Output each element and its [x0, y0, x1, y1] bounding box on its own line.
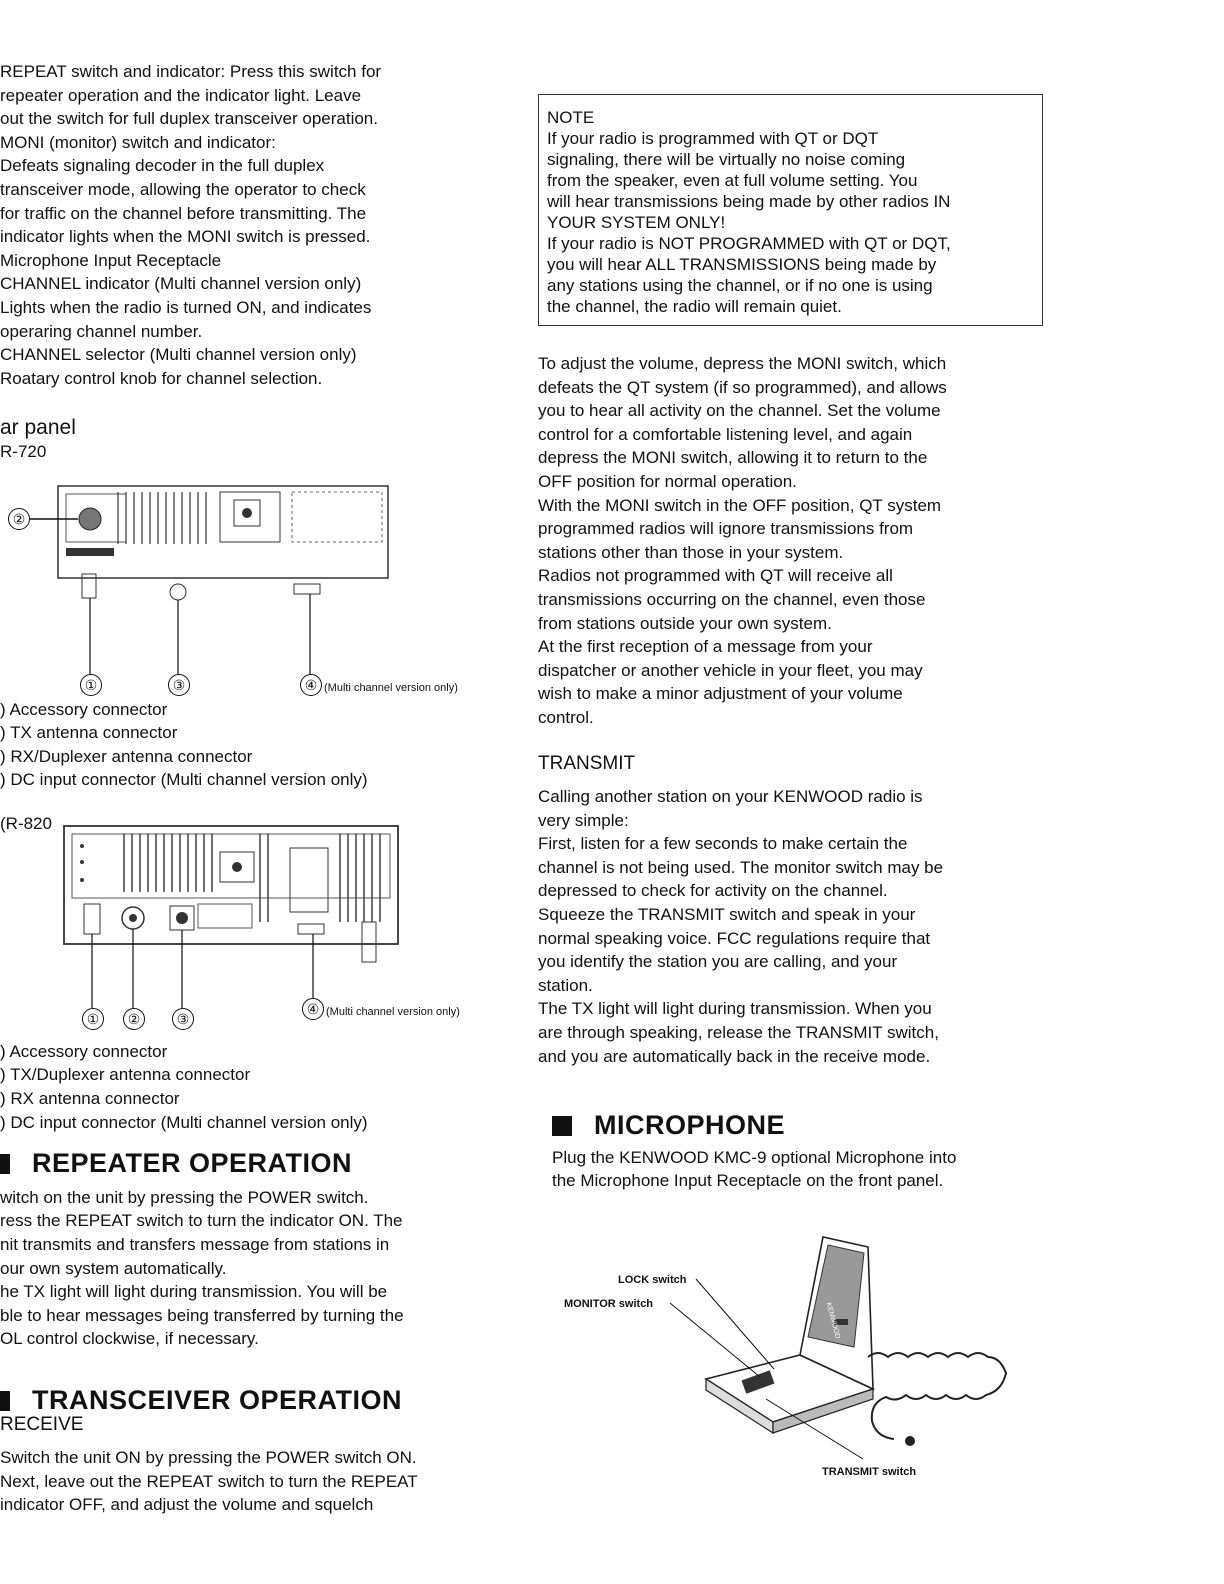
transmit-line: Squeeze the TRANSMIT switch and speak in your: [538, 905, 916, 925]
callout-2: ②: [8, 508, 30, 530]
note-line: will hear transmissions being made by other radios IN: [547, 192, 951, 211]
volume-line: transmissions occurring on the channel, even those: [538, 589, 926, 609]
volume-line: With the MONI switch in the OFF position, QT system: [538, 495, 942, 515]
repeater-operation-heading: REPEATER OPERATION: [0, 1152, 495, 1176]
note-line: from the speaker, even at full volume setting. You: [547, 171, 918, 190]
list-item: Lights when the radio is turned ON, and indicates: [0, 297, 372, 317]
legend-item: ) DC input connector (Multi channel version only): [0, 1112, 368, 1132]
transmit-line: are through speaking, release the TRANSMIT switch,: [538, 1023, 939, 1043]
legend-item: ) TX antenna connector: [0, 723, 178, 743]
legend-item: ) DC input connector (Multi channel version only): [0, 770, 368, 790]
list-item: indicator lights when the MONI switch is pressed.: [0, 227, 371, 247]
volume-line: you to hear all activity on the channel. Set the volume: [538, 401, 941, 421]
legend-item: ) Accessory connector: [0, 699, 168, 719]
rear-panel-title: ar panel: [0, 416, 76, 440]
repeater-line: he TX light will light during transmission. You will be: [0, 1282, 388, 1302]
desk-microphone-illustration: [538, 1227, 1043, 1487]
receive-line: Switch the unit ON by pressing the POWER switch ON.: [0, 1448, 417, 1468]
kenwood-brand-label: KENWOOD: [824, 1301, 841, 1340]
list-item: Microphone Input Receptacle: [0, 250, 222, 270]
volume-line: programmed radios will ignore transmissions from: [538, 519, 914, 539]
list-item: CHANNEL indicator (Multi channel version only): [0, 274, 362, 294]
note-title: NOTE: [547, 108, 595, 127]
volume-line: wish to make a minor adjustment of your volume: [538, 684, 903, 704]
microphone-line: the Microphone Input Receptacle on the front panel.: [552, 1171, 944, 1191]
heading-bullet: [0, 1154, 10, 1174]
rear-panel-model-820: (R-820: [0, 813, 52, 833]
list-item: Defeats signaling decoder in the full duplex: [0, 156, 325, 176]
callout-4-note: (Multi channel version only): [326, 1005, 460, 1018]
legend-item: ) RX antenna connector: [0, 1089, 180, 1109]
list-item: repeater operation and the indicator light. Leave: [0, 85, 362, 105]
transmit-line: you identify the station you are calling, and your: [538, 952, 898, 972]
legend-item: ) Accessory connector: [0, 1041, 168, 1061]
transmit-subheading: TRANSMIT: [538, 752, 636, 774]
control-list: [0, 60, 495, 390]
rear-panel-diagram-820: [0, 812, 495, 1032]
note-box: [538, 94, 1043, 326]
callout-2: ②: [123, 1008, 145, 1030]
microphone-heading: MICROPHONE: [552, 1114, 1043, 1138]
callout-4: ④: [302, 998, 324, 1020]
repeater-line: nit transmits and transfers message from stations in: [0, 1235, 390, 1255]
volume-line: depress the MONI switch, allowing it to return to the: [538, 448, 928, 468]
volume-line: control.: [538, 707, 594, 727]
rear-panel-model-720: R-720: [0, 441, 47, 461]
repeater-line: ble to hear messages being transferred by turning the: [0, 1305, 404, 1325]
rear-panel-diagram-720: [0, 464, 495, 694]
note-line: any stations using the channel, or if no one is using: [547, 276, 933, 295]
note-line: you will hear ALL TRANSMISSIONS being made by: [547, 255, 937, 274]
list-item: for traffic on the channel before transmitting. The: [0, 203, 367, 223]
volume-line: dispatcher or another vehicle in your fleet, you may: [538, 660, 923, 680]
microphone-diagram: [538, 1227, 1043, 1487]
radio-rear-panel-820-illustration: [0, 812, 495, 1032]
heading-bullet: [552, 1116, 572, 1136]
heading-bullet: [0, 1391, 10, 1411]
note-line: signaling, there will be virtually no noise coming: [547, 150, 906, 169]
callout-3: ③: [168, 674, 190, 696]
repeater-line: ress the REPEAT switch to turn the indicator ON. The: [0, 1211, 403, 1231]
volume-line: from stations outside your own system.: [538, 613, 832, 633]
transmit-line: very simple:: [538, 810, 629, 830]
microphone-line: Plug the KENWOOD KMC-9 optional Microphone into: [552, 1147, 957, 1167]
callout-1: ①: [80, 674, 102, 696]
note-line: the channel, the radio will remain quiet.: [547, 297, 842, 316]
volume-line: To adjust the volume, depress the MONI switch, which: [538, 354, 947, 373]
callout-1: ①: [82, 1008, 104, 1030]
volume-line: Radios not programmed with QT will receive all: [538, 566, 893, 586]
volume-line: defeats the QT system (if so programmed), and allows: [538, 377, 947, 397]
volume-line: At the first reception of a message from your: [538, 637, 873, 657]
transmit-line: Calling another station on your KENWOOD radio is: [538, 787, 923, 807]
legend-item: ) TX/Duplexer antenna connector: [0, 1065, 251, 1085]
receive-line: Next, leave out the REPEAT switch to turn the REPEAT: [0, 1471, 418, 1491]
callout-4-note: (Multi channel version only): [324, 681, 458, 694]
callout-3: ③: [172, 1008, 194, 1030]
volume-line: stations other than those in your system.: [538, 542, 844, 562]
transmit-line: station.: [538, 975, 593, 995]
list-item: out the switch for full duplex transceiver operation.: [0, 109, 378, 129]
list-item: Roatary control knob for channel selection.: [0, 368, 323, 388]
right-column: [538, 94, 1043, 1487]
left-column: [0, 60, 495, 1517]
transceiver-operation-heading: TRANSCEIVER OPERATION: [0, 1389, 495, 1413]
receive-subheading: RECEIVE: [0, 1413, 84, 1435]
transmit-line: The TX light will light during transmission. When you: [538, 999, 932, 1019]
transmit-line: First, listen for a few seconds to make certain the: [538, 834, 908, 854]
list-item: operaring channel number.: [0, 321, 203, 341]
repeater-line: witch on the unit by pressing the POWER switch.: [0, 1187, 369, 1207]
list-item: CHANNEL selector (Multi channel version only): [0, 345, 357, 365]
radio-rear-panel-720-illustration: [0, 464, 495, 694]
note-line: If your radio is programmed with QT or DQT: [547, 129, 879, 148]
transmit-line: channel is not being used. The monitor switch may be: [538, 857, 944, 877]
list-item: transceiver mode, allowing the operator to check: [0, 179, 366, 199]
list-item: REPEAT switch and indicator: Press this switch for: [0, 62, 382, 81]
transmit-switch-label: TRANSMIT switch: [822, 1466, 917, 1478]
transmit-line: normal speaking voice. FCC regulations require that: [538, 928, 931, 948]
callout-4: ④: [300, 674, 322, 696]
transmit-line: and you are automatically back in the receive mode.: [538, 1046, 931, 1066]
note-line: YOUR SYSTEM ONLY!: [547, 213, 726, 232]
repeater-line: OL control clockwise, if necessary.: [0, 1329, 259, 1349]
legend-item: ) RX/Duplexer antenna connector: [0, 746, 253, 766]
transmit-line: depressed to check for activity on the channel.: [538, 881, 888, 901]
volume-line: OFF position for normal operation.: [538, 471, 797, 491]
list-item: MONI (monitor) switch and indicator:: [0, 132, 276, 152]
lock-switch-label: LOCK switch: [618, 1274, 687, 1286]
repeater-line: our own system automatically.: [0, 1258, 227, 1278]
volume-line: control for a comfortable listening level, and again: [538, 424, 913, 444]
note-line: If your radio is NOT PROGRAMMED with QT or DQT,: [547, 234, 951, 253]
monitor-switch-label: MONITOR switch: [564, 1298, 654, 1310]
receive-line: indicator OFF, and adjust the volume and squelch: [0, 1495, 374, 1515]
